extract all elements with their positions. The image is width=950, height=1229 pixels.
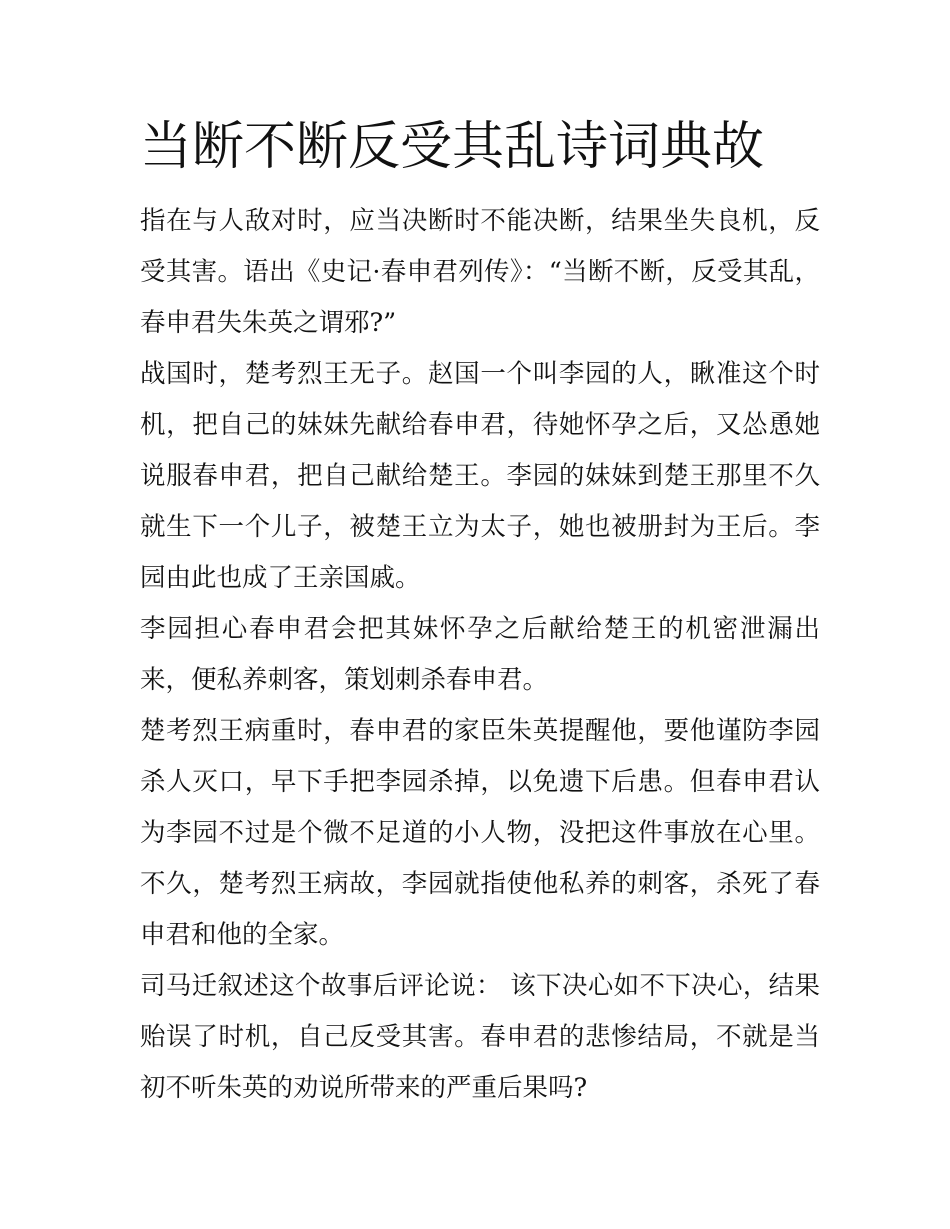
paragraph-warning-ignored: 楚考烈王病重时，春申君的家臣朱英提醒他，要他谨防李园杀人灭口，早下手把李园杀掉，以免遗下后患。但春申君认为李园不过是个微不足道的小人物，没把这件事放在心里。不久，楚考烈王病故，李园就指使他私养的刺客，杀死了春申君和他的全家。 xyxy=(140,716,820,950)
paragraph-assassination-plot: 李园担心春申君会把其妹怀孕之后献给楚王的机密泄漏出来，便私养刺客，策划刺杀春申君。 xyxy=(140,614,820,695)
paragraph-story-intro: 战国时，楚考烈王无子。赵国一个叫李园的人，瞅准这个时机，把自己的妹妹先献给春申君，待她怀孕之后，又怂恿她说服春申君，把自己献给楚王。李园的妹妹到楚王那里不久就生下一个儿子，被楚王立为太子，她也被册封为王后。李园由此也成了王亲国戚。 xyxy=(140,359,820,593)
document-title: 当断不断反受其乱诗词典故 xyxy=(140,117,765,177)
paragraph-commentary: 司马迁叙述这个故事后评论说： 该下决心如不下决心，结果贻误了时机，自己反受其害。春申君的悲惨结局，不就是当初不听朱英的劝说所带来的严重后果吗? xyxy=(140,971,820,1103)
document-body xyxy=(140,196,820,1114)
paragraph-definition: 指在与人敌对时，应当决断时不能决断，结果坐失良机，反受其害。语出《史记·春申君列传》：“当断不断，反受其乱，春申君失朱英之谓邪?” xyxy=(140,206,820,338)
